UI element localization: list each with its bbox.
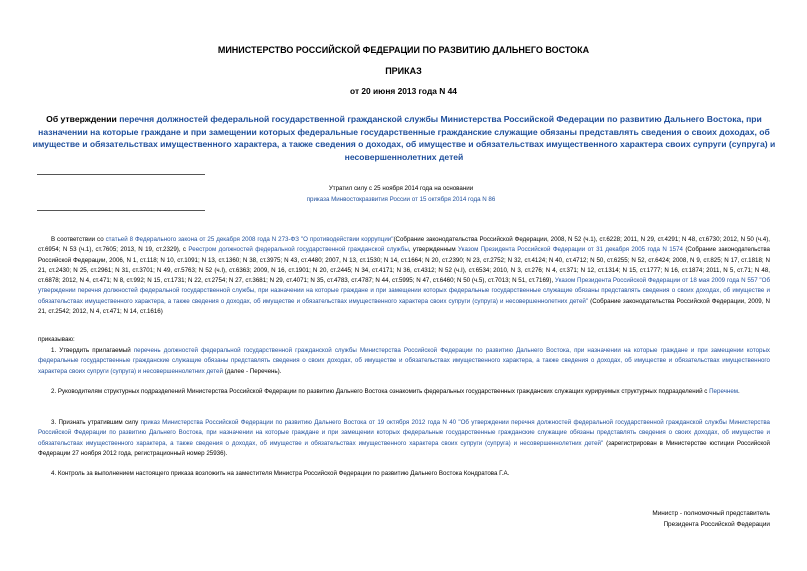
title-prefix: Об утверждении xyxy=(46,114,120,124)
signature-line-2: Президента Российской Федерации xyxy=(663,521,770,528)
preamble-paragraph xyxy=(38,235,770,317)
status-text: Утратил силу с 25 ноября 2014 года на основании xyxy=(328,185,474,192)
separator-top xyxy=(37,174,205,175)
orders-word: приказываю: xyxy=(38,336,75,343)
ministry-name: МИНИСТЕРСТВО РОССИЙСКОЙ ФЕДЕРАЦИИ ПО РАЗВИТИЮ ДАЛЬНЕГО ВОСТОКА xyxy=(217,45,590,55)
status-note xyxy=(236,184,566,205)
item-text: 3. Признать утратившим силу xyxy=(51,419,141,426)
item-text: 1. Утвердить прилагаемый xyxy=(51,347,134,354)
order-40-link[interactable]: приказ Министерства Российской Федерации по развитию Дальнего Востока от 19 октября 2012 года N 40 "Об утверждении перечня должностей федеральной государственной гражданской службы Министерства Российской Федерации по развитию Дальнего Востока, при назначении на которые граждане и при замещении которых федеральные государственные гражданские служащие обязаны представлять сведения о своих доходах, об имуществе и обязательствах имущественного характера, а также сведения о доходах, об имуществе и обязательствах имущественного характера своих супруги (супруга) и несовершеннолетних детей" xyxy=(38,419,770,447)
preamble-text: (Собрание законодательства Российской Федерации, 2006, N 1, ст.118; N 10, ст.1091; N 13, ст.1360; N 38, ст.3975; N 43, ст.4480; 2007, N 13, ст.1530; N 14, ст.1664; N 20, ст.2390; N 23, ст.2752; N 32, ст.4124; N 40, ст.4712; N 50, ст.6255; N 52, ст.6424; 2008, N 9, ст.825; N 17, ст.1818; N 21, ст.2430; N 25, ст.2961; N 31, ст.3701; N 49, ст.5763; N 52 (ч.I), ст.6363; 2009, N 16, ст.1901; N 20, ст.2445; N 34, ст.4171; N 36, ст.4312; N 52 (ч.I), ст.6534; 2010, N 3, ст.276; N 4, ст.371; N 12, ст.1314; N 15, ст.1777; N 16, ст.1874; 2011, N 5, ст.71; N 48, ст.6878; 2012, N 4, ст.471; N 8, ст.992; N 15, ст.1731; N 22, ст.2754; N 27, ст.3681; N 29, ст.4071; N 35, ст.4783, ст.4787; N 44, ст.5995; N 47, ст.6460; N 50 (ч.5), ст.7013; N 51, ст.7169), xyxy=(38,246,770,285)
preamble-text: В соответствии со xyxy=(51,236,106,243)
signature-block xyxy=(570,508,770,530)
decree-557-link[interactable]: Указом Президента Российской Федерации от 18 мая 2009 года N 557 "Об утверждении перечня должностей федеральной государственной службы, при назначении на которые граждане и при замещении которых федеральные государственные служащие обязаны представлять сведения о своих доходах, об имуществе и обязательствах имущественного характера, а также сведения о доходах, об имуществе и обязательствах имущественного характера своих супруги (супруга) и несовершеннолетних детей" xyxy=(38,277,770,305)
item-text: (зарегистрирован в Министерстве юстиции Российской Федерации 27 ноября 2012 года, регистрационный номер 25936). xyxy=(38,439,770,457)
order-item-1 xyxy=(38,346,770,377)
order-item-2 xyxy=(38,387,770,397)
registry-link[interactable]: Реестром должностей федеральной государственной гражданской службы xyxy=(188,246,409,254)
preamble-text: , утвержденным xyxy=(408,246,459,254)
status-link[interactable]: приказа Минвостокразвития России от 15 октября 2014 года N 86 xyxy=(306,195,496,203)
separator-bottom xyxy=(37,210,205,211)
list-link[interactable]: перечень должностей федеральной государственной гражданской службы Министерства Российской Федерации по развитию Дальнего Востока, при назначении на которые граждане и при замещении которых федеральные государственные гражданские служащие обязаны представлять сведения о своих доходах, об имуществе и обязательствах имущественного характера, а также сведения о доходах, об имуществе и обязательствах имущественного характера своих супруги (супруга) и несовершеннолетних детей xyxy=(38,347,771,375)
list-short-link[interactable]: Перечнем xyxy=(709,388,739,395)
preamble-text: (Собрание законодательства Российской Федерации, 2008, N 52 (ч.1), ст.6228; 2011, N 29, ст.4291; N 48, ст.6730; 2012, N 50 (ч.4), ст.6954; N 53 (ч.1), ст.7605; 2013, N 19, ст.2329), с xyxy=(38,236,770,254)
order-item-4: 4. Контроль за выполнением настоящего приказа возложить на заместителя Министра Российской Федерации по развитию Дальнего Востока Кондратова Г.А. xyxy=(51,470,510,477)
signature-line-1: Министр - полномочный представитель xyxy=(652,510,770,517)
title-link[interactable]: перечня должностей федеральной государственной гражданской службы Министерства Российской Федерации по развитию Дальнего Востока, при назначении на которые граждане и при замещении которых федеральные государственные гражданские служащие обязаны представлять сведения о своих доходах, об имуществе и обязательствах имущественного характера, а также сведения о доходах, об имуществе и обязательствах имущественного характера своих супруги (супруга) и несовершеннолетних детей xyxy=(32,114,776,162)
document-type: ПРИКАЗ xyxy=(385,66,422,76)
preamble-text: (Собрание законодательства Российской Федерации, 2009, N 21, ст.2542; 2012, N 4, ст.471; N 14, ст.1616) xyxy=(38,297,770,316)
item-text: (далее - Перечень). xyxy=(222,367,282,375)
item-text: 2. Руководителям структурных подразделений Министерства Российской Федерации по развитию Дальнего Востока ознакомить федеральных государственных гражданских служащих курируемых структурных подразделений с xyxy=(51,388,710,395)
order-item-3 xyxy=(38,418,770,459)
document-date: от 20 июня 2013 года N 44 xyxy=(350,86,457,96)
law-273-link[interactable]: статьей 8 Федерального закона от 25 декабря 2008 года N 273-ФЗ "О противодействии коррупции" xyxy=(105,236,394,243)
document-title xyxy=(28,113,780,163)
decree-1574-link[interactable]: Указом Президента Российской Федерации от 31 декабря 2005 года N 1574 xyxy=(458,246,683,254)
item-text: . xyxy=(738,388,740,395)
